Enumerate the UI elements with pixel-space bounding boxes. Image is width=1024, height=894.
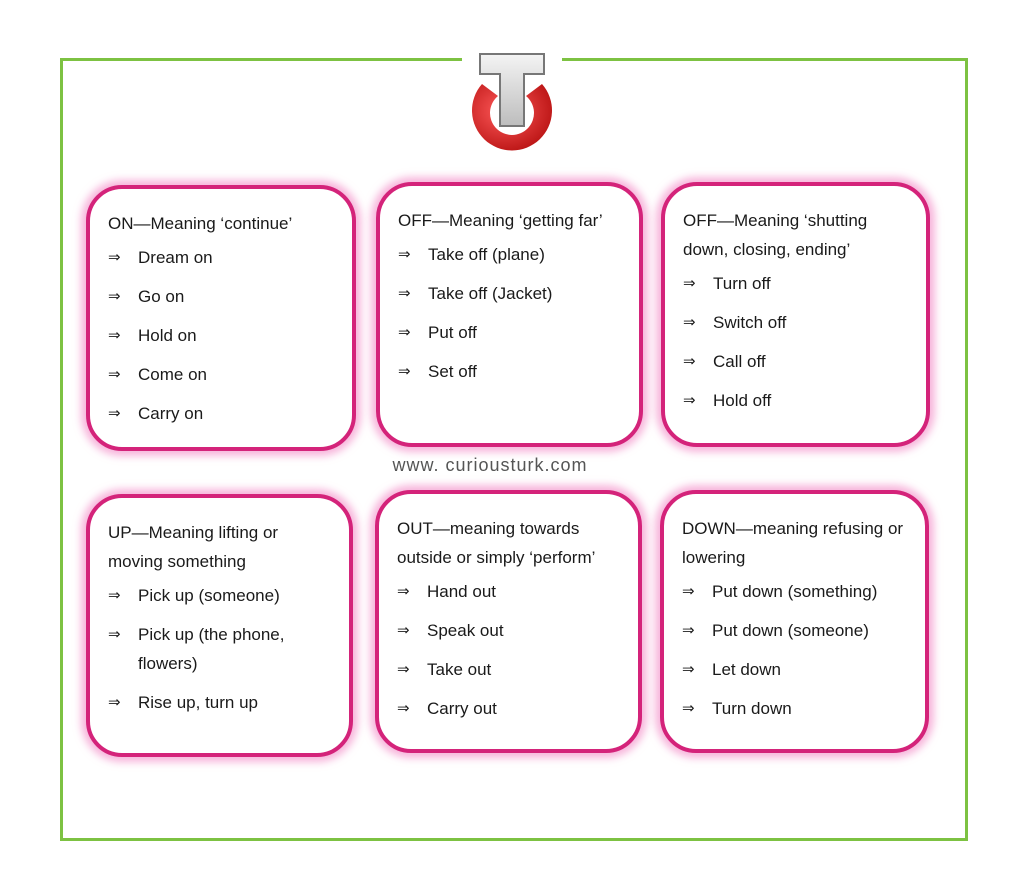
arrow-icon: ⇒ bbox=[683, 275, 696, 292]
item-text: Put off bbox=[428, 323, 477, 342]
item-text: Call off bbox=[713, 352, 766, 371]
card-title: UP—Meaning lifting or moving something bbox=[108, 523, 279, 571]
list-item bbox=[682, 616, 907, 645]
arrow-icon: ⇒ bbox=[683, 353, 696, 370]
item-text: Set off bbox=[428, 362, 477, 381]
item-text: Take out bbox=[427, 660, 492, 679]
phrasal-verb-card bbox=[86, 494, 353, 757]
arrow-icon: ⇒ bbox=[682, 622, 695, 639]
arrow-icon: ⇒ bbox=[683, 392, 696, 409]
arrow-icon: ⇒ bbox=[108, 694, 121, 711]
arrow-icon: ⇒ bbox=[108, 249, 121, 266]
card-title: OUT—meaning towards outside or simply ‘perform’ bbox=[397, 519, 596, 567]
list-item bbox=[397, 577, 620, 606]
phrasal-verb-card bbox=[86, 185, 356, 451]
list-item bbox=[397, 694, 620, 723]
arrow-icon: ⇒ bbox=[682, 700, 695, 717]
list-item bbox=[108, 282, 334, 311]
phrasal-verb-card bbox=[661, 182, 930, 447]
arrow-icon: ⇒ bbox=[108, 626, 121, 643]
list-item bbox=[108, 688, 331, 717]
item-text: Pick up (the phone, flowers) bbox=[138, 625, 285, 673]
card-title: ON—Meaning ‘continue’ bbox=[108, 214, 293, 233]
item-text: Speak out bbox=[427, 621, 504, 640]
list-item bbox=[683, 347, 908, 376]
item-text: Take off (Jacket) bbox=[428, 284, 553, 303]
arrow-icon: ⇒ bbox=[398, 285, 411, 302]
arrow-icon: ⇒ bbox=[108, 288, 121, 305]
item-text: Put down (something) bbox=[712, 582, 878, 601]
arrow-icon: ⇒ bbox=[108, 366, 121, 383]
list-item bbox=[108, 360, 334, 389]
arrow-icon: ⇒ bbox=[398, 363, 411, 380]
item-text: Hand out bbox=[427, 582, 496, 601]
item-text: Carry out bbox=[427, 699, 497, 718]
list-item bbox=[108, 399, 334, 428]
website-url: www. curiousturk.com bbox=[392, 455, 588, 475]
list-item bbox=[398, 318, 621, 347]
list-item bbox=[398, 240, 621, 269]
list-item bbox=[682, 577, 907, 606]
item-text: Turn down bbox=[712, 699, 792, 718]
item-text: Let down bbox=[712, 660, 781, 679]
list-item bbox=[682, 655, 907, 684]
phrasal-verb-card bbox=[660, 490, 929, 753]
arrow-icon: ⇒ bbox=[108, 405, 121, 422]
arrow-icon: ⇒ bbox=[398, 324, 411, 341]
item-text: Dream on bbox=[138, 248, 213, 267]
arrow-icon: ⇒ bbox=[397, 661, 410, 678]
list-item bbox=[108, 321, 334, 350]
phrasal-verb-card bbox=[376, 182, 643, 447]
phrasal-verb-card bbox=[375, 490, 642, 753]
arrow-icon: ⇒ bbox=[108, 327, 121, 344]
list-item bbox=[683, 308, 908, 337]
item-text: Hold on bbox=[138, 326, 197, 345]
item-text: Carry on bbox=[138, 404, 204, 423]
card-title: DOWN—meaning refusing or lowering bbox=[682, 519, 904, 567]
arrow-icon: ⇒ bbox=[398, 246, 411, 263]
arrow-icon: ⇒ bbox=[682, 661, 695, 678]
list-item bbox=[683, 269, 908, 298]
item-text: Pick up (someone) bbox=[138, 586, 280, 605]
list-item bbox=[108, 620, 331, 678]
list-item bbox=[108, 243, 334, 272]
card-title: OFF—Meaning ‘getting far’ bbox=[398, 211, 603, 230]
item-text: Rise up, turn up bbox=[138, 693, 259, 712]
arrow-icon: ⇒ bbox=[108, 587, 121, 604]
arrow-icon: ⇒ bbox=[397, 700, 410, 717]
curiousturk-logo bbox=[462, 44, 562, 164]
list-item bbox=[683, 386, 908, 415]
list-item bbox=[397, 655, 620, 684]
item-text: Hold off bbox=[713, 391, 772, 410]
arrow-icon: ⇒ bbox=[397, 622, 410, 639]
card-title: OFF—Meaning ‘shutting down, closing, ending’ bbox=[683, 211, 868, 259]
item-text: Put down (someone) bbox=[712, 621, 869, 640]
item-text: Go on bbox=[138, 287, 185, 306]
list-item bbox=[398, 357, 621, 386]
item-text: Switch off bbox=[713, 313, 787, 332]
list-item bbox=[398, 279, 621, 308]
arrow-icon: ⇒ bbox=[682, 583, 695, 600]
arrow-icon: ⇒ bbox=[683, 314, 696, 331]
item-text: Come on bbox=[138, 365, 207, 384]
item-text: Turn off bbox=[713, 274, 771, 293]
list-item bbox=[682, 694, 907, 723]
list-item bbox=[108, 581, 331, 610]
arrow-icon: ⇒ bbox=[397, 583, 410, 600]
list-item bbox=[397, 616, 620, 645]
item-text: Take off (plane) bbox=[428, 245, 545, 264]
